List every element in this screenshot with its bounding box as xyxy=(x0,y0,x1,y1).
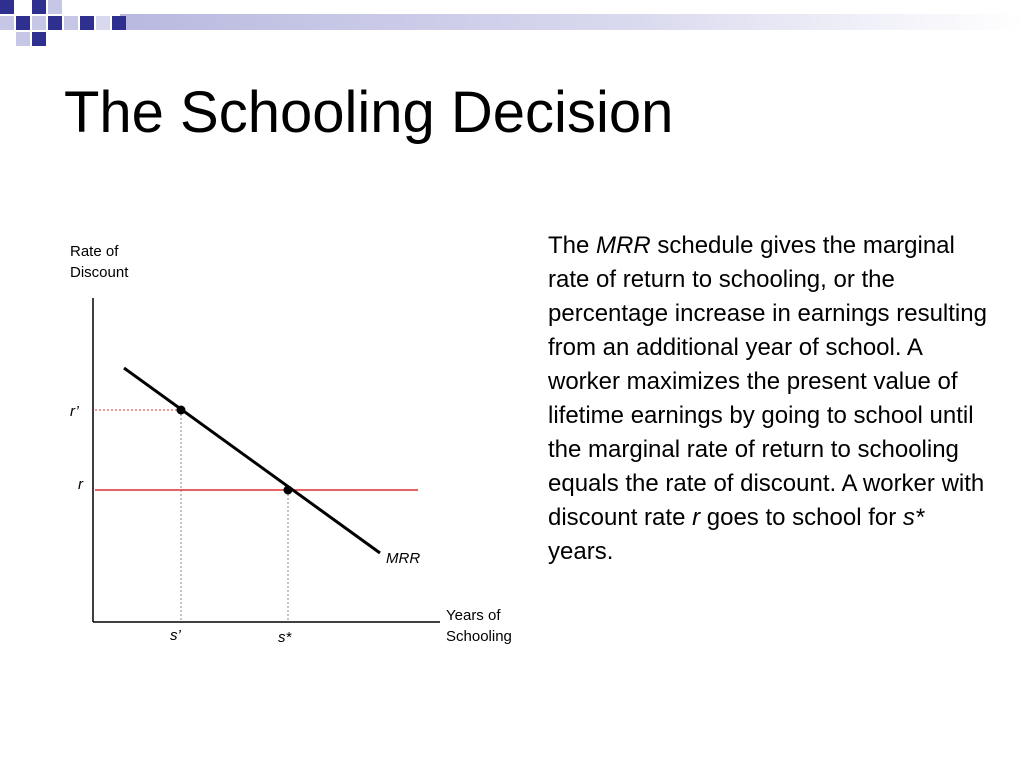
y-tick-r-prime: r’ xyxy=(70,403,79,420)
y-axis-label-line-2: Discount xyxy=(70,264,129,281)
x-axis-label-line-2: Schooling xyxy=(446,628,512,645)
text-part-4: years. xyxy=(548,538,614,565)
r-prime-point xyxy=(177,406,186,415)
text-r-term: r xyxy=(692,504,701,531)
mrr-curve-label: MRR xyxy=(386,550,421,567)
text-s-star-term: s* xyxy=(902,504,925,531)
y-tick-r: r xyxy=(78,476,83,493)
x-tick-s-prime: s’ xyxy=(170,627,181,644)
r-point xyxy=(284,486,293,495)
x-tick-s-star: s* xyxy=(278,629,292,646)
text-part-1: The xyxy=(548,232,597,259)
mrr-curve xyxy=(124,368,380,553)
text-mrr-term: MRR xyxy=(596,232,651,259)
text-part-3: goes to school for xyxy=(700,504,903,531)
y-axis-label-line-1: Rate of xyxy=(70,243,119,260)
x-axis-label-line-1: Years of xyxy=(446,607,501,624)
explanation-text xyxy=(548,229,988,569)
slide-title: The Schooling Decision xyxy=(64,80,674,145)
text-part-2: schedule gives the marginal rate of return to schooling, or the percentage increase in earnings resulting from an additional year of school. A worker maximizes the present value of lifetime earnings by going to school until the marginal rate of return to schooling equals the rate of discount. A worker with discount rate xyxy=(548,232,987,531)
